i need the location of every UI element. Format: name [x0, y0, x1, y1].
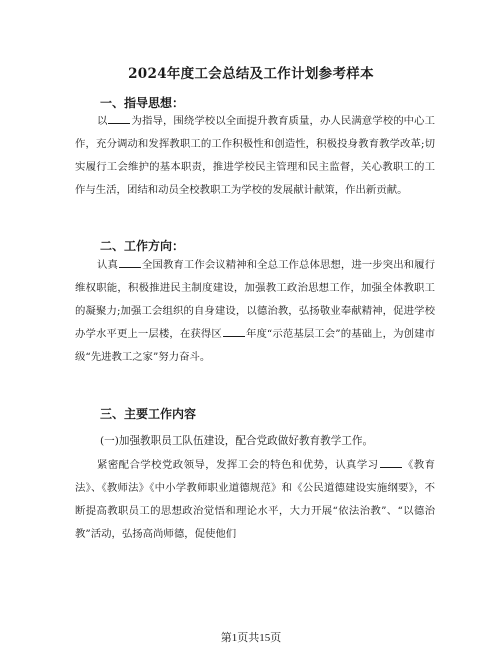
section-heading-work-direction: 二、工作方向：: [100, 239, 185, 253]
paragraph-text: 以: [97, 115, 108, 127]
paragraph-text: 为指导，围绕学校以全面提升教育质量，办人民满意学校的中心工作，充分调动和发挥教职工的工作积极性和创造性，积极投身教育教学改革;切实履行工会维护的基本职责，推进学校民主管理和民主监督，关心教职工的工作与生活，团结和动员全校教职工为学校的发展献计献策，作出新贡献。: [75, 115, 435, 196]
section-heading-main-work: 三、主要工作内容: [100, 407, 197, 421]
subsection-heading: (一)加强教职员工队伍建设，配合党政做好教育教学工作。: [100, 435, 374, 447]
paragraph-text: 《教育法》、《教师法》《中小学教师职业道德规范》和《公民道德建设实施纲要》，不断提高教职员工的思想政治觉悟和理论水平，大力开展“依法治教”、“以德治教”活动，弘扬高尚师德，促使他们: [75, 459, 435, 540]
section-paragraph-guiding-ideology: [75, 110, 435, 202]
fill-in-blank: [108, 113, 130, 124]
document-title: 2024年度工会总结及工作计划参考样本: [128, 66, 374, 82]
section-heading-guiding-ideology: 一、指导思想：: [100, 96, 185, 110]
fill-in-blank: [119, 257, 141, 268]
fill-in-blank: [380, 457, 402, 468]
paragraph-text: 紧密配合学校党政领导，发挥工会的特色和优势，认真学习: [97, 459, 379, 471]
paragraph-text: 认真: [97, 259, 118, 271]
paragraph-text: 年度“示范基层工会”的基础上，为创建市级“先进教工之家”努力奋斗。: [75, 328, 436, 363]
section-paragraph-work-direction: [75, 254, 435, 369]
page-number-footer: 第1页共15页: [220, 632, 282, 644]
fill-in-blank: [223, 326, 245, 337]
paragraph-text: 全国教育工作会议精神和全总工作总体思想，进一步突出和履行维权职能，积极推进民主制度建设，加强教工政治思想工作，加强全体教职工的凝聚力;加强工会组织的自身建设，以德治教，弘扬敬业奉献精神，促进学校办学水平更上一层楼，在获得区: [75, 259, 436, 340]
section-paragraph-main-work: [75, 454, 435, 546]
